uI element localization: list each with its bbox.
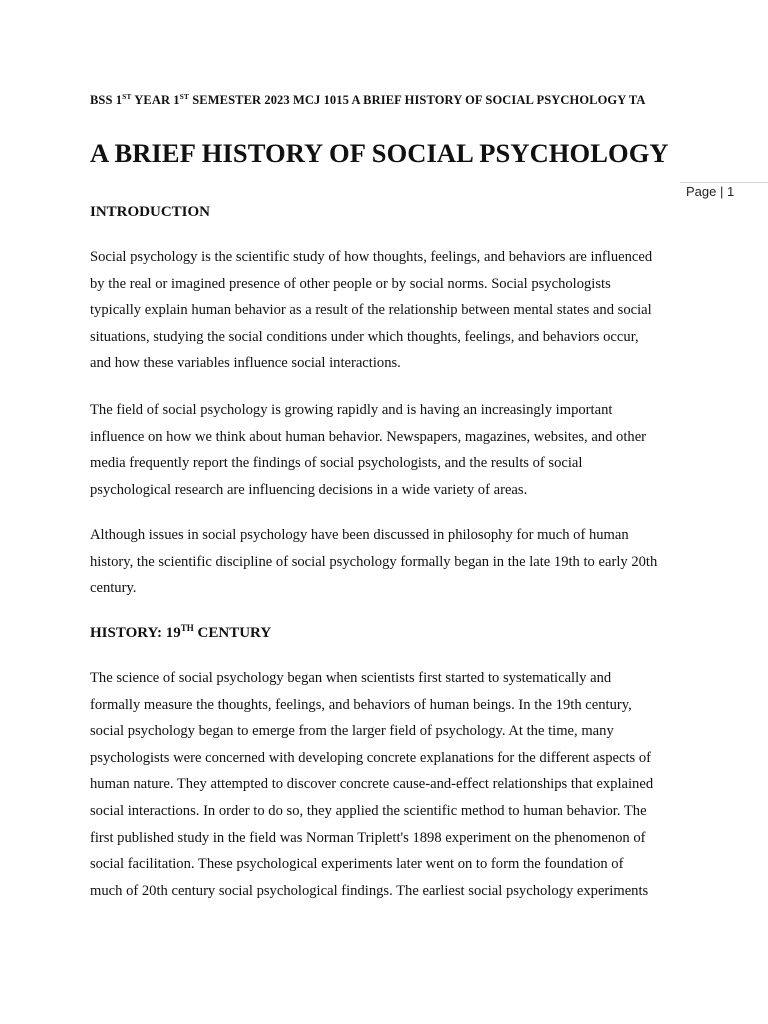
page-number: Page | 1 xyxy=(686,184,735,199)
paragraph-line: social interactions. In order to do so, they applied the scientific method to human behavior. The xyxy=(90,802,647,819)
running-header xyxy=(90,93,750,108)
paragraph-intro-1 xyxy=(90,244,690,377)
paragraph-line: by the real or imagined presence of other people or by social norms. Social psychologists xyxy=(90,275,611,292)
paragraph-line: Although issues in social psychology have been discussed in philosophy for much of human xyxy=(90,527,629,543)
header-text-course: BSS 1 xyxy=(90,93,123,107)
heading-text: HISTORY: 19 xyxy=(90,625,181,641)
section-heading-history xyxy=(90,625,271,642)
heading-superscript: TH xyxy=(180,623,194,633)
paragraph-line: Social psychology is the scientific study of how thoughts, feelings, and behaviors are influenced xyxy=(90,249,653,265)
page-number-rule xyxy=(680,182,768,183)
paragraph-intro-2 xyxy=(90,397,690,503)
paragraph-line: media frequently report the findings of social psychologists, and the results of social xyxy=(90,455,583,472)
paragraph-line: history, the scientific discipline of social psychology formally began in the late 19th to early 20th xyxy=(90,553,658,570)
paragraph-line: much of 20th century social psychological findings. The earliest social psychology experiments xyxy=(90,882,649,899)
header-superscript-year: ST xyxy=(122,92,132,101)
paragraph-line: century. xyxy=(90,580,137,597)
header-superscript-semester: ST xyxy=(179,92,190,101)
paragraph-line: psychologists were concerned with developing concrete explanations for the different aspects of xyxy=(90,749,651,766)
document-title: A BRIEF HISTORY OF SOCIAL PSYCHOLOGY xyxy=(90,138,669,168)
section-heading-introduction: INTRODUCTION xyxy=(90,204,211,220)
paragraph-line: social psychology began to emerge from the larger field of psychology. At the time, many xyxy=(90,723,614,740)
paragraph-line: human nature. They attempted to discover concrete cause-and-effect relationships that explained xyxy=(90,776,654,793)
heading-text: CENTURY xyxy=(193,625,272,641)
header-text-rest: SEMESTER 2023 MCJ 1015 A BRIEF HISTORY OF SOCIAL PSYCHOLOGY TA xyxy=(189,93,646,107)
paragraph-intro-3 xyxy=(90,522,690,602)
paragraph-line: first published study in the field was Norman Triplett's 1898 experiment on the phenomenon of xyxy=(90,829,646,846)
header-text-year: YEAR 1 xyxy=(131,93,180,107)
paragraph-line: and how these variables influence social interactions. xyxy=(90,355,401,372)
paragraph-line: The field of social psychology is growing rapidly and is having an increasingly important xyxy=(90,402,613,418)
paragraph-line: The science of social psychology began when scientists first started to systematically and xyxy=(90,670,612,686)
paragraph-line: typically explain human behavior as a result of the relationship between mental states and social xyxy=(90,302,652,319)
paragraph-history-1 xyxy=(90,665,690,904)
paragraph-line: formally measure the thoughts, feelings, and behaviors of human beings. In the 19th century, xyxy=(90,696,632,713)
paragraph-line: influence on how we think about human behavior. Newspapers, magazines, websites, and other xyxy=(90,428,647,445)
paragraph-line: social facilitation. These psychological experiments later went on to form the foundation of xyxy=(90,856,624,873)
paragraph-line: situations, studying the social conditions under which thoughts, feelings, and behaviors occur, xyxy=(90,328,639,345)
paragraph-line: psychological research are influencing decisions in a wide variety of areas. xyxy=(90,481,528,498)
